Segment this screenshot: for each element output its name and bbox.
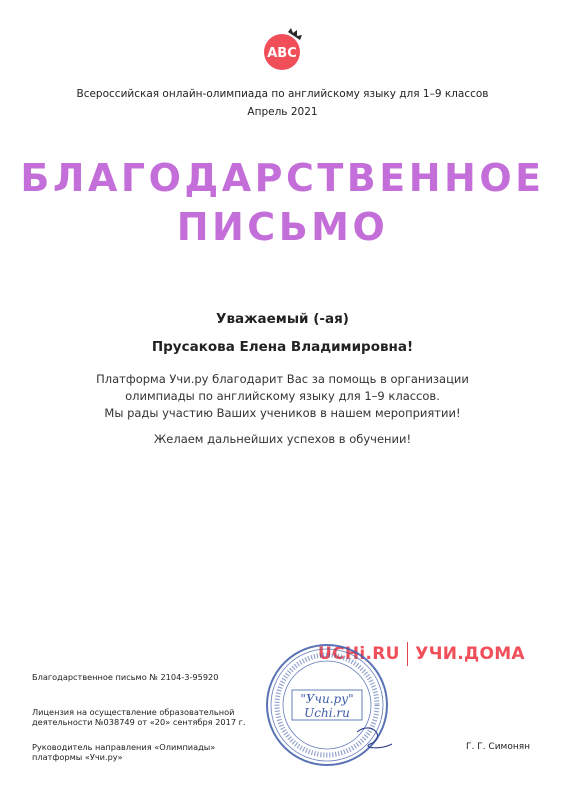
salutation: Уважаемый (-ая) <box>216 311 349 327</box>
body-line-1: Платформа Учи.ру благодарит Вас за помощь в организации <box>96 372 469 386</box>
signer-title-line-2: платформы «Учи.ру» <box>32 752 123 762</box>
letter-title-line2: ПИСЬМО <box>176 205 389 249</box>
letter-title-line1: БЛАГОДАРСТВЕННОЕ <box>20 156 545 200</box>
certificate-number: Благодарственное письмо № 2104-3-95920 <box>32 672 219 682</box>
license-line-1: Лицензия на осуществление образовательной <box>32 707 235 717</box>
official-stamp-icon <box>262 640 392 770</box>
license-line-2: деятельности №038749 от «20» сентября 2017 г. <box>32 717 246 727</box>
brand-divider <box>407 642 409 666</box>
signer-title-line-1: Руководитель направления «Олимпиады» <box>32 742 216 752</box>
uchi-doma-logo: УЧИ.ДОМА <box>415 644 525 664</box>
signer-name: Г. Г. Симонян <box>466 742 531 752</box>
abc-logo-icon <box>262 28 306 72</box>
body-line-3: Мы рады участию Ваших учеников в нашем мероприятии! <box>104 406 461 420</box>
olympiad-name: Всероссийская онлайн-олимпиада по английскому языку для 1–9 классов <box>76 88 489 100</box>
uchi-ru-logo: UCHi.RU <box>318 644 400 664</box>
body-line-2: олимпиады по английскому языку для 1–9 классов. <box>125 389 440 403</box>
svg-text:Uchi.ru: Uchi.ru <box>304 706 350 720</box>
body-line-4: Желаем дальнейших успехов в обучении! <box>153 432 412 446</box>
svg-text:"Учи.ру": "Учи.ру" <box>300 692 354 706</box>
recipient-name: Прусакова Елена Владимировна! <box>151 339 414 355</box>
svg-text:ABC: ABC <box>267 46 297 61</box>
olympiad-date: Апрель 2021 <box>247 106 318 118</box>
